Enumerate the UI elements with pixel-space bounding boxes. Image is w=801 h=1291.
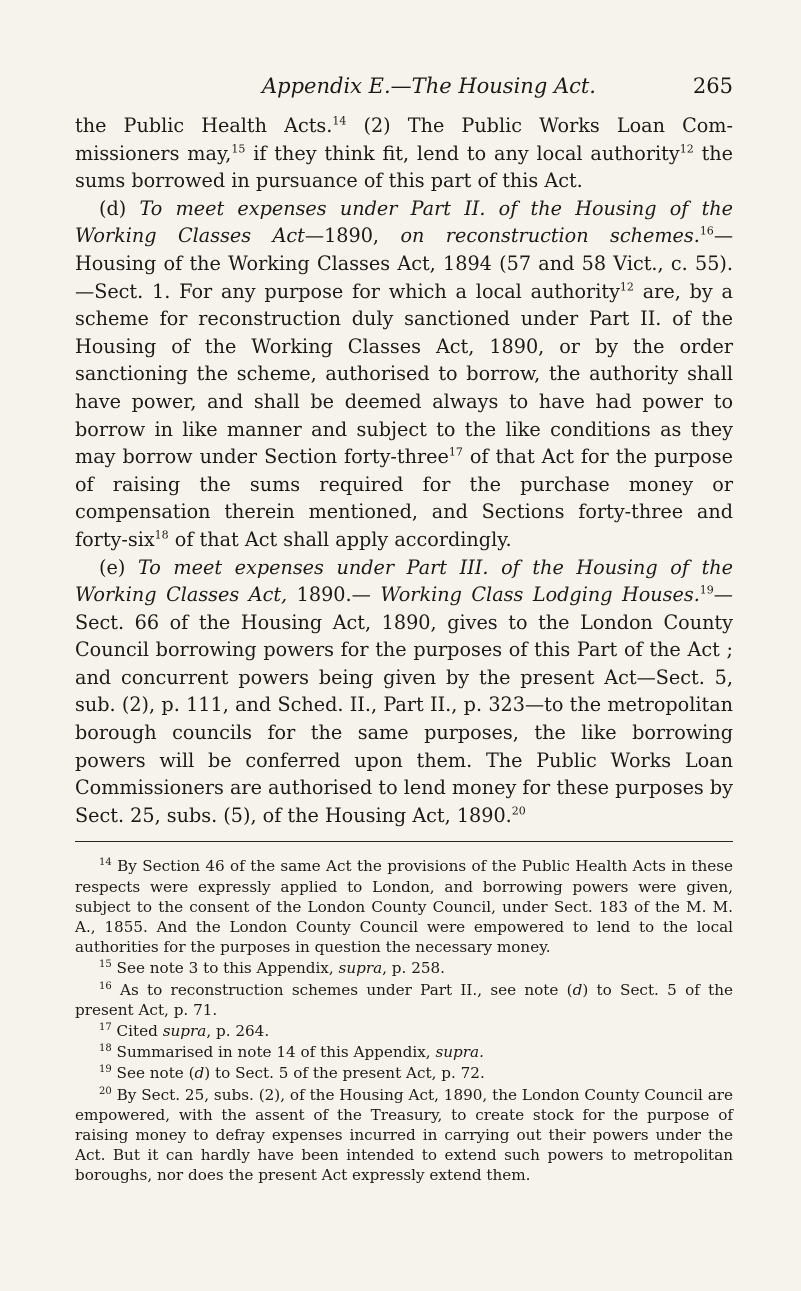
footnote-number: 17 bbox=[99, 1022, 112, 1033]
footnote-ref: 12 bbox=[619, 280, 634, 294]
text-run: of that Act for the purpose of raising the sums required for the purchase money or compensation therein mentioned, and Sections forty-three and forty-six bbox=[75, 445, 733, 551]
footnote-ref: 20 bbox=[511, 804, 526, 818]
footnote-italic: d bbox=[572, 980, 583, 999]
text-run: —Sect. 66 of the Housing Act, 1890, gives to the London County Council borrowing powers for the purposes of this Part of the Act ; and concurrent powers being given by the present Act—Sect. 5, sub. (2), p. 111, and Sched. II., Part II., p. 323—to the metropolitan borough councils for the same purposes, the like borrowing powers will be conferred upon them. The Public Works Loan Commissioners are authorised to lend money for these purposes by Sect. 25, subs. (5), of the Housing Act, 1890. bbox=[75, 583, 733, 827]
footnote-16 bbox=[75, 980, 733, 1020]
text-run: (2) The Public Works Loan Com-missioners may, bbox=[75, 114, 733, 165]
footnote-ref: 16 bbox=[699, 224, 714, 238]
footnote-ref: 19 bbox=[699, 583, 714, 597]
footnote-text: See note ( bbox=[111, 1064, 195, 1083]
footnote-number: 20 bbox=[99, 1085, 112, 1097]
text-run: of that Act shall apply accordingly. bbox=[168, 527, 512, 551]
footnote-20 bbox=[75, 1085, 733, 1186]
footnote-ref: 18 bbox=[154, 528, 169, 542]
footnote-italic: d bbox=[194, 1064, 205, 1083]
footnote-number: 16 bbox=[99, 980, 112, 992]
text-run: the sums borrowed in pursuance of this part of this Act. bbox=[75, 141, 733, 193]
footnote-italic: supra bbox=[338, 959, 383, 978]
footnote-text: , p. 258. bbox=[382, 959, 446, 978]
footnote-number: 19 bbox=[99, 1064, 112, 1076]
footnote-text: As to reconstruction schemes under Part II., see note ( bbox=[111, 980, 573, 999]
footnote-ref: 15 bbox=[231, 142, 246, 156]
footnote-text: By Section 46 of the same Act the provisions of the Public Health Acts in these respects were expressly applied to London, and borrowing powers were given, subject to the consent of the London County Council, under Sect. 183 of the M. M. A., 1855. And the London County Council were empowered to lend to the local authorities for the purposes in question the necessary money. bbox=[75, 857, 733, 957]
paragraph-c-continued bbox=[75, 112, 733, 195]
footnote-text: ) to Sect. 5 of the present Act, p. 72. bbox=[204, 1064, 485, 1083]
footnote-ref: 17 bbox=[448, 445, 463, 459]
footnote-number: 15 bbox=[99, 959, 112, 971]
section-heading: Working Class Lodging Houses. bbox=[380, 583, 700, 607]
footnote-text: Summarised in note 14 of this Appendix, bbox=[111, 1043, 436, 1062]
text-run: 1890.— bbox=[287, 583, 381, 607]
section-heading: To meet expenses under Part III. of the Housing of the Working Classes Act, bbox=[75, 555, 733, 607]
footnote-text: Cited bbox=[111, 1022, 163, 1041]
footnote-italic: supra bbox=[162, 1022, 207, 1041]
paragraph-d bbox=[75, 195, 733, 554]
main-text bbox=[75, 112, 733, 829]
text-run: —Housing of the Working Classes Act, 1894 (57 and 58 Vict., c. 55).—Sect. 1. For any purpose for which a local authority bbox=[75, 224, 733, 303]
footnote-text: By Sect. 25, subs. (2), of the Housing Act, 1890, the London County Council are empowered, with the assent of the Treasury, to create stock for the purpose of raising money to defray expenses incurred in carrying out their powers under the Act. But it can hardly have been intended to extend such powers to metropolitan boroughs, nor does the present Act expressly extend them. bbox=[75, 1085, 733, 1185]
footnote-19 bbox=[75, 1063, 733, 1083]
footnote-text: See note 3 to this Appendix, bbox=[111, 959, 339, 978]
page-header bbox=[75, 74, 733, 112]
footnote-number: 14 bbox=[99, 857, 112, 869]
section-label: (e) bbox=[99, 555, 126, 579]
footnote-17 bbox=[75, 1021, 733, 1041]
page-number: 265 bbox=[692, 74, 733, 98]
section-heading: To meet expenses under Part II. of the Housing of the Working Classes Act bbox=[75, 196, 733, 248]
footnote-divider bbox=[75, 841, 733, 842]
text-run: the Public Health Acts. bbox=[75, 114, 333, 137]
footnote-15 bbox=[75, 958, 733, 978]
footnote-italic: supra. bbox=[435, 1043, 484, 1062]
footnote-text: , p. 264. bbox=[206, 1022, 270, 1041]
footnotes bbox=[75, 856, 733, 1185]
paragraph-e bbox=[75, 554, 733, 830]
section-label: (d) bbox=[99, 196, 127, 220]
footnote-18 bbox=[75, 1042, 733, 1062]
book-page bbox=[75, 74, 733, 1187]
text-run: are, by a scheme for reconstruction duly sanctioned under Part II. of the Housing of the Working Classes Act, 1890, or by the order sanctioning the scheme, authorised to borrow, the authority shall have power, and shall be deemed always to have had power to borrow in like manner and subject to the like conditions as they may borrow under Section forty-three bbox=[75, 279, 733, 469]
section-heading: on reconstruction schemes. bbox=[400, 224, 700, 248]
footnote-number: 18 bbox=[99, 1043, 112, 1055]
footnote-14 bbox=[75, 856, 733, 957]
running-title: Appendix E.—The Housing Act. bbox=[262, 74, 596, 98]
footnote-text: ) to Sect. 5 of the present Act, p. 71. bbox=[75, 980, 733, 1019]
text-run: —1890, bbox=[304, 224, 401, 248]
text-run: if they think fit, lend to any local authority bbox=[245, 141, 680, 165]
footnote-ref: 12 bbox=[679, 142, 694, 156]
footnote-ref: 14 bbox=[332, 114, 347, 128]
